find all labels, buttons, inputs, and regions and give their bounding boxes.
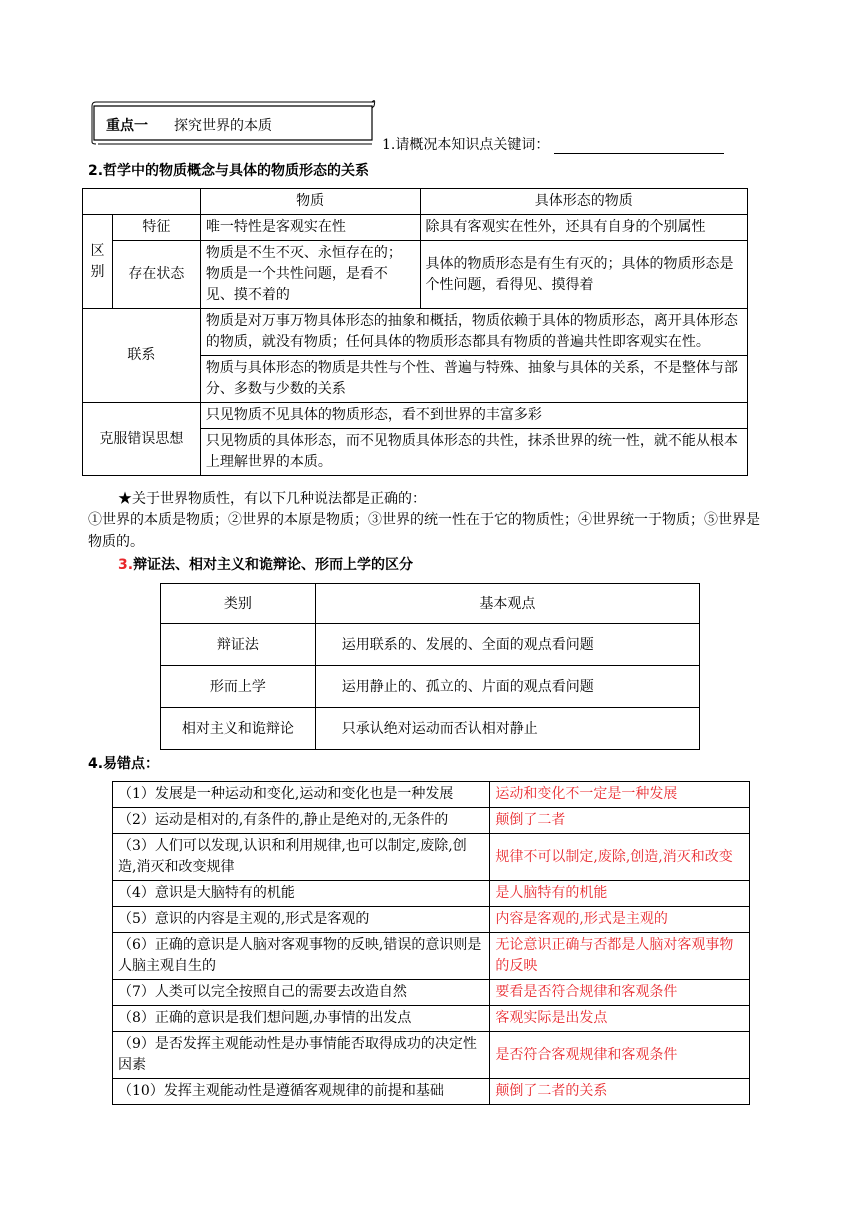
table-row	[113, 907, 750, 933]
connection-text: 物质是对万事万物具体形态的抽象和概括，物质依赖于具体的物质形态，离开具体形态的物质，就没有物质；任何具体的物质形态都具有物质的普遍共性即客观实在性。	[200, 309, 747, 356]
star-note-body: ①世界的本质是物质；②世界的本原是物质；③世界的统一性在于它的物质性；④世界统一于物质；⑤世界是物质的。	[88, 512, 760, 550]
view-cell: 只承认绝对运动而否认相对静止	[315, 708, 699, 750]
difference-label-char-2: 别	[90, 263, 105, 280]
mistake-correction: 颠倒了二者	[490, 808, 750, 834]
mistake-correction: 运动和变化不一定是一种发展	[490, 782, 750, 808]
difference-group-label	[83, 215, 113, 309]
mistake-correction: 客观实际是出发点	[490, 1006, 750, 1032]
table-row	[83, 241, 748, 309]
cell-concrete: 具体的物质形态是有生有灭的；具体的物质形态是个性问题，看得见、摸得着	[420, 241, 748, 309]
table-row	[83, 309, 748, 356]
table-row	[113, 834, 750, 881]
mistake-correction: 无论意识正确与否都是人脑对客观事物的反映	[490, 933, 750, 980]
keypoint-scroll-box	[90, 100, 378, 146]
errors-text: 只见物质的具体形态，而不见物质具体形态的共性，抹杀世界的统一性，就不能从根本上理解世界的本质。	[200, 429, 747, 476]
viewpoint-table	[160, 583, 700, 750]
star-note-title: ★关于世界物质性，有以下几种说法都是正确的：	[118, 491, 426, 507]
cell-matter: 物质是不生不灭、永恒存在的；物质是一个共性问题，是看不见、摸不着的	[200, 241, 420, 309]
table-row	[113, 782, 750, 808]
section2-title: 2.哲学中的物质概念与具体的物质形态的关系	[88, 163, 370, 179]
row-label: 存在状态	[112, 241, 200, 309]
cell-concrete: 除具有客观实在性外，还具有自身的个别属性	[420, 215, 748, 241]
table-row	[113, 933, 750, 980]
table-header-empty	[83, 189, 201, 215]
errors-text: 只见物质不见具体的物质形态，看不到世界的丰富多彩	[200, 403, 747, 429]
keypoint-tag: 重点一	[106, 118, 148, 134]
mistake-statement: （7）人类可以完全按照自己的需要去改造自然	[113, 980, 490, 1006]
mistake-statement: （6）正确的意识是人脑对客观事物的反映,错误的意识则是人脑主观自生的	[113, 933, 490, 980]
table-row	[161, 666, 700, 708]
keypoint-title: 探究世界的本质	[174, 118, 272, 134]
view-cell: 运用联系的、发展的、全面的观点看问题	[315, 624, 699, 666]
mistake-statement: （9）是否发挥主观能动性是办事情能否取得成功的决定性因素	[113, 1032, 490, 1079]
header-matter: 物质	[200, 189, 420, 215]
cell-matter: 唯一特性是客观实在性	[200, 215, 420, 241]
table-row	[113, 1079, 750, 1105]
table-header-row	[83, 189, 748, 215]
mistake-statement: （8）正确的意识是我们想问题,办事情的出发点	[113, 1006, 490, 1032]
matter-relation-table	[82, 188, 748, 476]
section4-title: 4.易错点：	[88, 756, 160, 772]
section3-number: 3.	[118, 557, 134, 573]
section3-title	[118, 554, 413, 574]
row-label: 特征	[112, 215, 200, 241]
keyword-question	[382, 134, 724, 154]
mistake-correction: 是人脑特有的机能	[490, 881, 750, 907]
category-cell: 形而上学	[161, 666, 316, 708]
table-row	[83, 215, 748, 241]
view-cell: 运用静止的、孤立的、片面的观点看问题	[315, 666, 699, 708]
header-category: 类别	[161, 584, 316, 624]
mistake-correction: 内容是客观的,形式是主观的	[490, 907, 750, 933]
section3-title-text: 辩证法、相对主义和诡辩论、形而上学的区分	[133, 557, 414, 573]
table-row	[161, 624, 700, 666]
difference-label-char-1: 区	[90, 242, 105, 259]
connection-label: 联系	[83, 309, 201, 403]
mistake-correction: 规律不可以制定,废除,创造,消灭和改变	[490, 834, 750, 881]
mistake-statement: （5）意识的内容是主观的,形式是客观的	[113, 907, 490, 933]
mistake-statement: （3）人们可以发现,认识和利用规律,也可以制定,废除,创造,消灭和改变规律	[113, 834, 490, 881]
mistake-correction: 颠倒了二者的关系	[490, 1079, 750, 1105]
mistake-statement: （10）发挥主观能动性是遵循客观规律的前提和基础	[113, 1079, 490, 1105]
category-cell: 辩证法	[161, 624, 316, 666]
table-header-row	[161, 584, 700, 624]
common-mistakes-table	[112, 781, 750, 1105]
header-view: 基本观点	[315, 584, 699, 624]
table-row	[113, 808, 750, 834]
mistake-correction: 要看是否符合规律和客观条件	[490, 980, 750, 1006]
mistake-statement: （2）运动是相对的,有条件的,静止是绝对的,无条件的	[113, 808, 490, 834]
errors-label: 克服错误思想	[83, 403, 201, 476]
mistake-correction: 是否符合客观规律和客观条件	[490, 1032, 750, 1079]
table-row	[113, 1032, 750, 1079]
table-row	[161, 708, 700, 750]
table-row	[113, 980, 750, 1006]
keyword-question-label: 1.请概况本知识点关键词：	[382, 137, 550, 153]
connection-text: 物质与具体形态的物质是共性与个性、普遍与特殊、抽象与具体的关系，不是整体与部分、多数与少数的关系	[200, 356, 747, 403]
mistake-statement: （1）发展是一种运动和变化,运动和变化也是一种发展	[113, 782, 490, 808]
mistake-statement: （4）意识是大脑特有的机能	[113, 881, 490, 907]
keyword-answer-line[interactable]	[554, 139, 724, 154]
header-concrete: 具体形态的物质	[420, 189, 748, 215]
table-row	[83, 403, 748, 429]
category-cell: 相对主义和诡辩论	[161, 708, 316, 750]
table-row	[113, 881, 750, 907]
table-row	[113, 1006, 750, 1032]
